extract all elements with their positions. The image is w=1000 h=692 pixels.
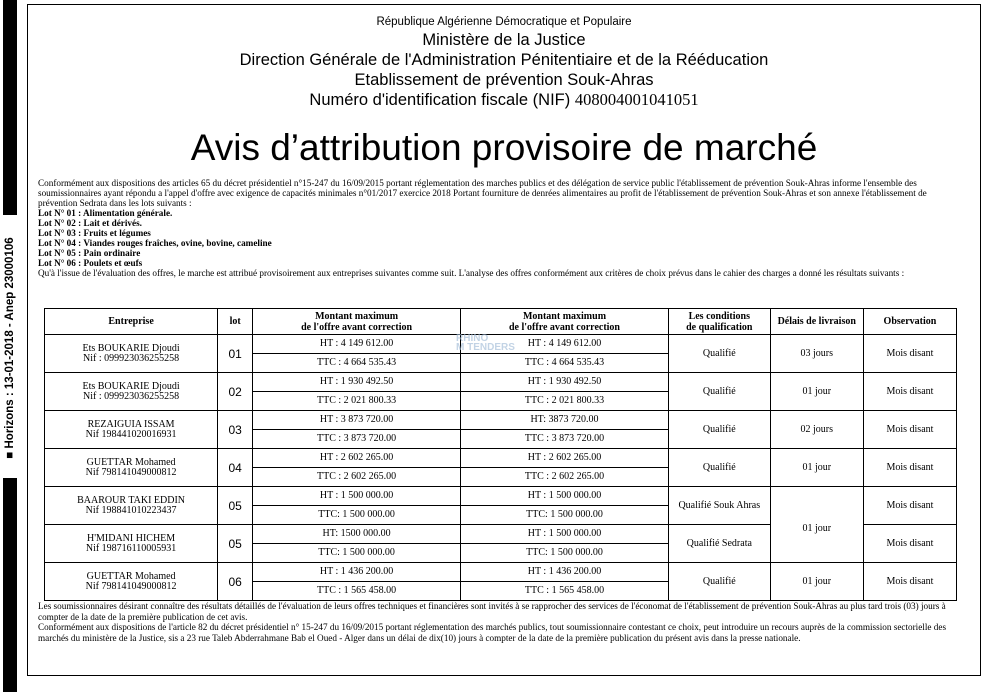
company-cell: REZAIGUIA ISSAM Nif 198441020016931 — [45, 411, 218, 449]
company-cell: Ets BOUKARIE Djoudi Nif : 099923036255258 — [45, 373, 218, 411]
ttc-after-cell: TTC : 3 873 720.00 — [461, 430, 669, 449]
document-header — [27, 16, 981, 110]
watermark-logo — [456, 334, 515, 352]
ht-after-cell: HT: 3873 720.00 — [461, 411, 669, 430]
nif-number: 408004001041051 — [574, 90, 699, 110]
delay-cell: 03 jours — [770, 335, 863, 373]
direction-line: Direction Générale de l'Administration Pénitentiaire et de la Rééducation — [239, 51, 769, 70]
publication-reference: ■ Horizons : 13-01-2018 - Anep 23000106 — [4, 237, 16, 459]
footer-paragraph: Les soumissionnaires désirant connaître des résultats détaillés de l'évaluation de leurs offres techniques et financières sont invités à se rapprocher des services de l'économat de l'établissement de prévention Souk-Ahras au plus tard trois (03) jours à compter de la date de la première publication de cet avis. — [38, 601, 946, 622]
delay-cell: 01 jour — [770, 373, 863, 411]
lot-cell: 01 — [218, 335, 253, 373]
table-row — [45, 449, 957, 468]
lot-cell: 02 — [218, 373, 253, 411]
delay-cell: 01 jour — [770, 449, 863, 487]
observation-cell: Mois disant — [863, 487, 956, 525]
header-lot: lot — [218, 309, 253, 335]
ttc-after-cell: TTC: 1 500 000.00 — [461, 506, 669, 525]
ttc-after-cell: TTC : 2 602 265.00 — [461, 468, 669, 487]
condition-cell: Qualifié — [668, 449, 770, 487]
ttc-after-cell: TTC : 4 664 535.43 — [461, 354, 669, 373]
ttc-before-cell: TTC : 1 565 458.00 — [253, 582, 461, 601]
ttc-after-cell: TTC : 1 565 458.00 — [461, 582, 669, 601]
condition-cell: Qualifié — [668, 563, 770, 601]
header-amount-after: Montant maximum de l'offre avant correction — [461, 309, 669, 335]
company-cell: Ets BOUKARIE Djoudi Nif : 099923036255258 — [45, 335, 218, 373]
ttc-before-cell: TTC : 3 873 720.00 — [253, 430, 461, 449]
company-cell: H'MIDANI HICHEM Nif 198716110005931 — [45, 525, 218, 563]
republic-line: République Algérienne Démocratique et Populaire — [376, 16, 632, 28]
table-row — [45, 487, 957, 506]
nif-label: Numéro d'identification fiscale (NIF) — [309, 91, 575, 110]
header-entreprise: Entreprise — [45, 309, 218, 335]
header-conditions: Les conditions de qualification — [668, 309, 770, 335]
lot-item: Lot N° 04 : Viandes rouges fraîches, ovine, bovine, cameline — [38, 238, 272, 248]
lot-item: Lot N° 05 : Pain ordinaire — [38, 248, 141, 258]
ht-before-cell: HT: 1500 000.00 — [253, 525, 461, 544]
lot-cell: 05 — [218, 487, 253, 525]
ht-after-cell: HT : 1 500 000.00 — [461, 487, 669, 506]
header-delay: Délais de livraison — [770, 309, 863, 335]
ttc-before-cell: TTC: 1 500 000.00 — [253, 506, 461, 525]
lot-item: Lot N° 06 : Poulets et œufs — [38, 258, 143, 268]
ttc-before-cell: TTC: 1 500 000.00 — [253, 544, 461, 563]
company-cell: GUETTAR Mohamed Nif 798141049000812 — [45, 563, 218, 601]
ht-before-cell: HT : 1 436 200.00 — [253, 563, 461, 582]
table-row — [45, 563, 957, 582]
ministry-line: Ministère de la Justice — [422, 31, 586, 50]
intro-section — [38, 178, 968, 278]
company-cell: GUETTAR Mohamed Nif 798141049000812 — [45, 449, 218, 487]
table-header-row — [45, 309, 957, 335]
intro-paragraph: Conformément aux dispositions des articles 65 du décret présidentiel n°15-247 du 16/09/2015 portant réglementation des marches publics et des délégation de service public l'établissement de prévention Souk-Ahras informe l'ensemble des soumissionnaires ayant répondu a l'appel d'offre avec exigence de capacités minimales n°01/2017 exercice 2018 Portant fourniture de denrées alimentaires au profit de l'établissement de prévention Souk-Ahras et son annexe l'établissement de prévention Sedrata dans les lots suivants : — [38, 178, 927, 208]
lot-cell: 04 — [218, 449, 253, 487]
header-observation: Observation — [863, 309, 956, 335]
ht-after-cell: HT : 4 149 612.00 — [461, 335, 669, 354]
ttc-before-cell: TTC : 2 602 265.00 — [253, 468, 461, 487]
ht-before-cell: HT : 2 602 265.00 — [253, 449, 461, 468]
left-margin-band — [0, 0, 20, 692]
observation-cell: Mois disant — [863, 411, 956, 449]
observation-cell: Mois disant — [863, 335, 956, 373]
delay-cell: 01 jour — [770, 487, 863, 563]
ht-after-cell: HT : 1 500 000.00 — [461, 525, 669, 544]
intro-closing: Qu'à l'issue de l'évaluation des offres, le marche est attribué provisoirement aux entreprises suivantes comme suit. L'analyse des offres conformément aux critères de choix prévus dans le cahier des charges a donné les résultats suivants : — [38, 268, 905, 278]
observation-cell: Mois disant — [863, 449, 956, 487]
establishment-line: Etablissement de prévention Souk-Ahras — [354, 71, 654, 90]
table-row — [45, 411, 957, 430]
nif-line — [27, 91, 981, 110]
ht-before-cell: HT : 3 873 720.00 — [253, 411, 461, 430]
footer-section — [38, 601, 968, 643]
ht-before-cell: HT : 1 500 000.00 — [253, 487, 461, 506]
delay-cell: 01 jour — [770, 563, 863, 601]
company-cell: BAAROUR TAKI EDDIN Nif 198841010223437 — [45, 487, 218, 525]
ht-before-cell: HT : 1 930 492.50 — [253, 373, 461, 392]
condition-cell: Qualifié — [668, 411, 770, 449]
ttc-before-cell: TTC : 2 021 800.33 — [253, 392, 461, 411]
lot-cell: 05 — [218, 525, 253, 563]
ht-after-cell: HT : 1 930 492.50 — [461, 373, 669, 392]
observation-cell: Mois disant — [863, 373, 956, 411]
condition-cell: Qualifié — [668, 335, 770, 373]
ttc-after-cell: TTC: 1 500 000.00 — [461, 544, 669, 563]
observation-cell: Mois disant — [863, 563, 956, 601]
watermark-line: RHINO — [456, 333, 489, 344]
condition-cell: Qualifié — [668, 373, 770, 411]
lot-item: Lot N° 02 : Lait et dérivés. — [38, 218, 142, 228]
ht-before-cell: HT : 4 149 612.00 — [253, 335, 461, 354]
watermark-line: M TENDERS — [456, 342, 515, 353]
ht-after-cell: HT : 2 602 265.00 — [461, 449, 669, 468]
page-title: Avis d’attribution provisoire de marché — [190, 127, 818, 168]
ttc-before-cell: TTC : 4 664 535.43 — [253, 354, 461, 373]
lot-cell: 06 — [218, 563, 253, 601]
delay-cell: 02 jours — [770, 411, 863, 449]
condition-cell: Qualifié Souk Ahras — [668, 487, 770, 525]
observation-cell: Mois disant — [863, 525, 956, 563]
margin-stripe-bottom — [3, 478, 17, 692]
lot-cell: 03 — [218, 411, 253, 449]
lot-item: Lot N° 01 : Alimentation générale. — [38, 208, 173, 218]
condition-cell: Qualifié Sedrata — [668, 525, 770, 563]
header-amount-before: Montant maximum de l'offre avant correction — [253, 309, 461, 335]
margin-stripe-top — [3, 0, 17, 215]
ht-after-cell: HT : 1 436 200.00 — [461, 563, 669, 582]
footer-paragraph: Conformément aux dispositions de l'article 82 du décret présidentiel n° 15-247 du 16/09/2015 portant réglementation des marchés publics, tout soumissionnaire contestant ce choix, peut introduire un recours auprès de la commission sectorielle des marchés du ministère de la Justice, sis a 23 rue Taleb Abderrahmane Bab el Oued - Alger dans un délai de dix(10) jours à compter de la date de la première publication du présent avis dans la presse nationale. — [38, 622, 947, 643]
lot-item: Lot N° 03 : Fruits et légumes — [38, 228, 151, 238]
table-row — [45, 373, 957, 392]
ttc-after-cell: TTC : 2 021 800.33 — [461, 392, 669, 411]
